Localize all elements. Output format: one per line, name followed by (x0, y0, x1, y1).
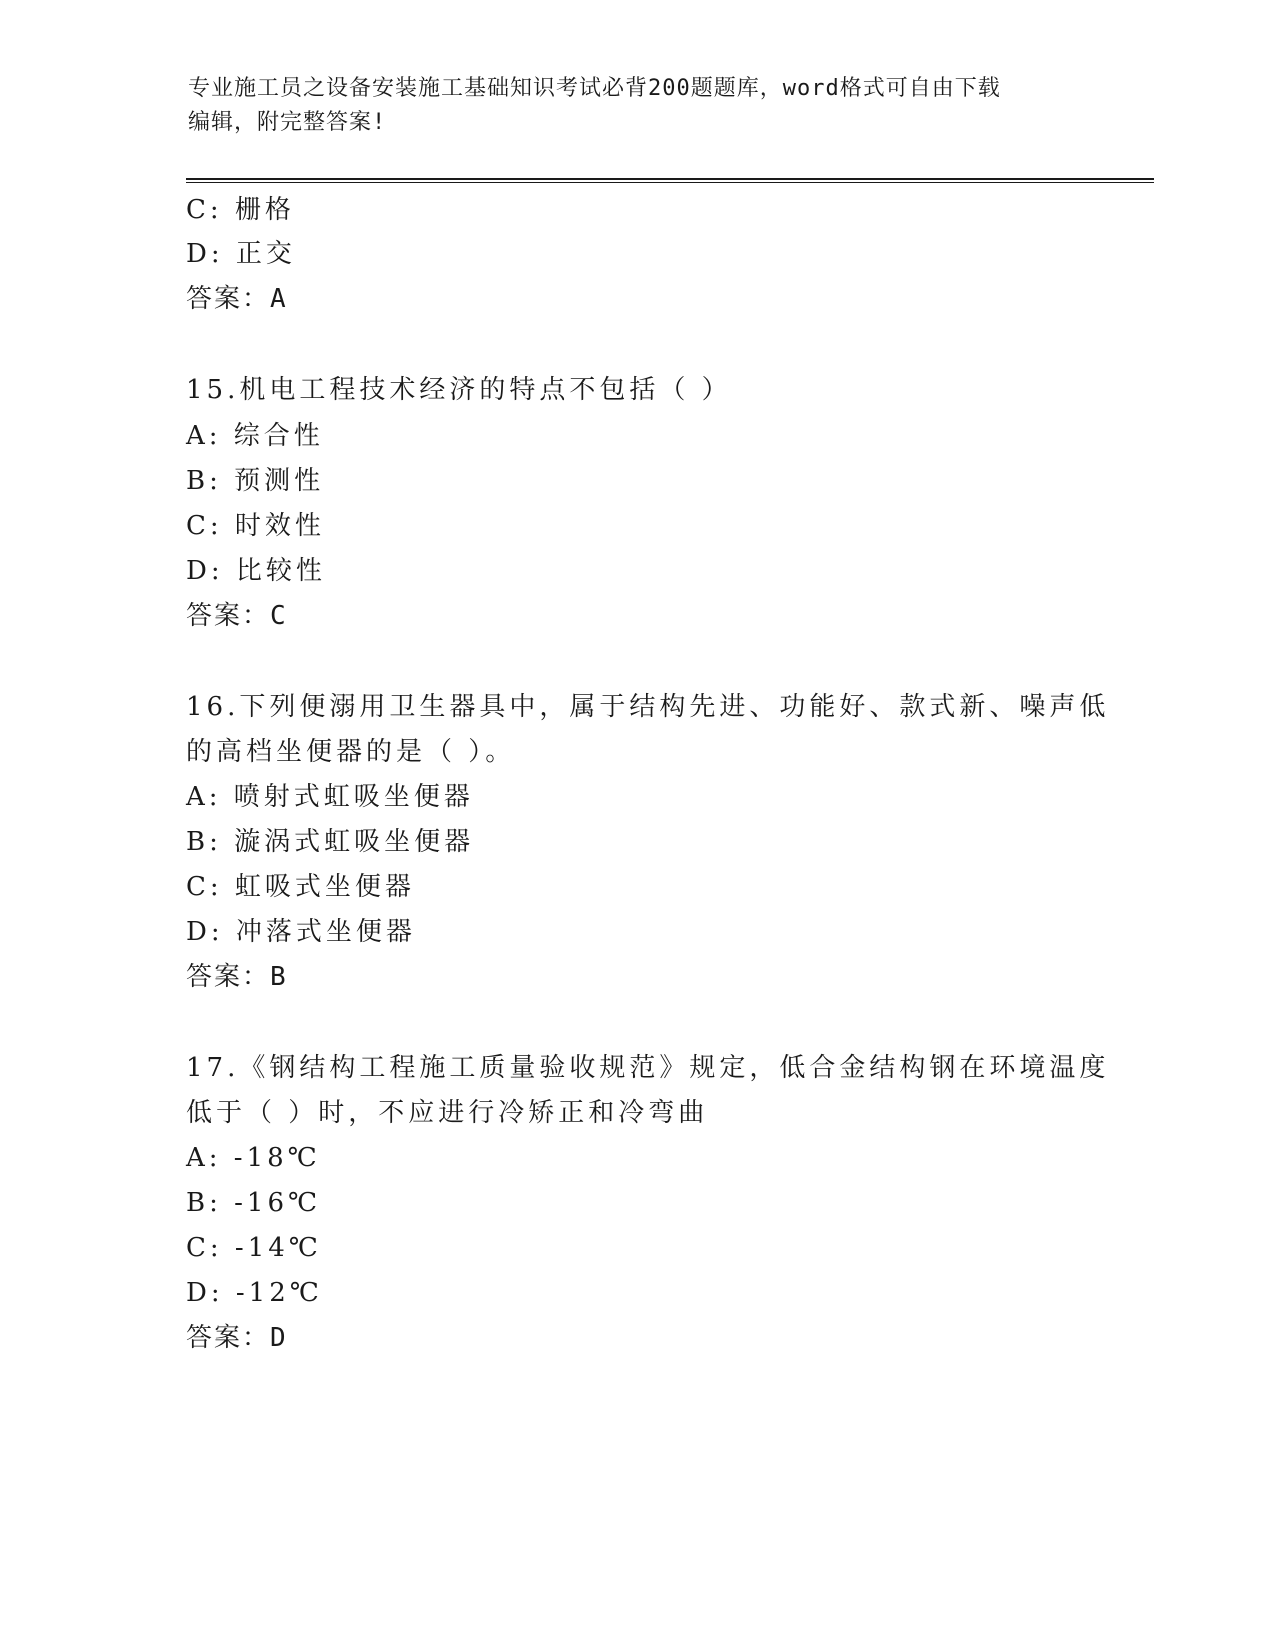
header-divider-thin (186, 182, 1154, 183)
answer-value: D (270, 1323, 288, 1353)
q17-option-a: A: -18℃ (186, 1143, 321, 1173)
q17-question-line-1: 17.《钢结构工程施工质量验收规范》规定，低合金结构钢在环境温度 (186, 1053, 1110, 1083)
q16-question-line-1: 16.下列便溺用卫生器具中，属于结构先进、功能好、款式新、噪声低 (186, 692, 1110, 722)
answer-value: C (270, 601, 288, 631)
q17-option-d: D: -12℃ (186, 1278, 323, 1308)
q16-question-line-2: 的高档坐便器的是（ ）。 (186, 737, 516, 767)
answer-label: 答案： (186, 601, 271, 631)
q16-option-c: C: 虹吸式坐便器 (186, 872, 415, 902)
q16-option-a: A: 喷射式虹吸坐便器 (186, 782, 474, 812)
q14-answer (186, 281, 288, 317)
q15-question: 15.机电工程技术经济的特点不包括（ ） (186, 375, 732, 405)
q14-option-d: D: 正交 (186, 239, 296, 269)
q17-option-b: B: -16℃ (186, 1188, 322, 1218)
q15-option-b: B: 预测性 (186, 466, 325, 496)
q17-option-c: C: -14℃ (186, 1233, 322, 1263)
document-header (188, 72, 1078, 140)
answer-label: 答案： (186, 1323, 271, 1353)
q16-option-d: D: 冲落式坐便器 (186, 917, 416, 947)
answer-label: 答案： (186, 284, 271, 314)
q16-answer (186, 959, 288, 995)
q17-question-line-2: 低于（ ）时，不应进行冷矫正和冷弯曲 (186, 1098, 709, 1128)
q15-option-c: C: 时效性 (186, 511, 325, 541)
q15-answer (186, 598, 288, 634)
q15-option-a: A: 综合性 (186, 421, 324, 451)
q16-option-b: B: 漩涡式虹吸坐便器 (186, 827, 475, 857)
answer-value: B (270, 962, 288, 992)
q14-option-c: C: 栅格 (186, 195, 295, 225)
header-title-line-2: 编辑，附完整答案! (188, 110, 387, 135)
answer-label: 答案： (186, 962, 271, 992)
q17-answer (186, 1320, 288, 1356)
q15-option-d: D: 比较性 (186, 556, 326, 586)
answer-value: A (270, 284, 288, 314)
header-divider-thick (186, 178, 1154, 180)
header-title-line-1: 专业施工员之设备安装施工基础知识考试必背200题题库，word格式可自由下载 (188, 76, 1001, 101)
